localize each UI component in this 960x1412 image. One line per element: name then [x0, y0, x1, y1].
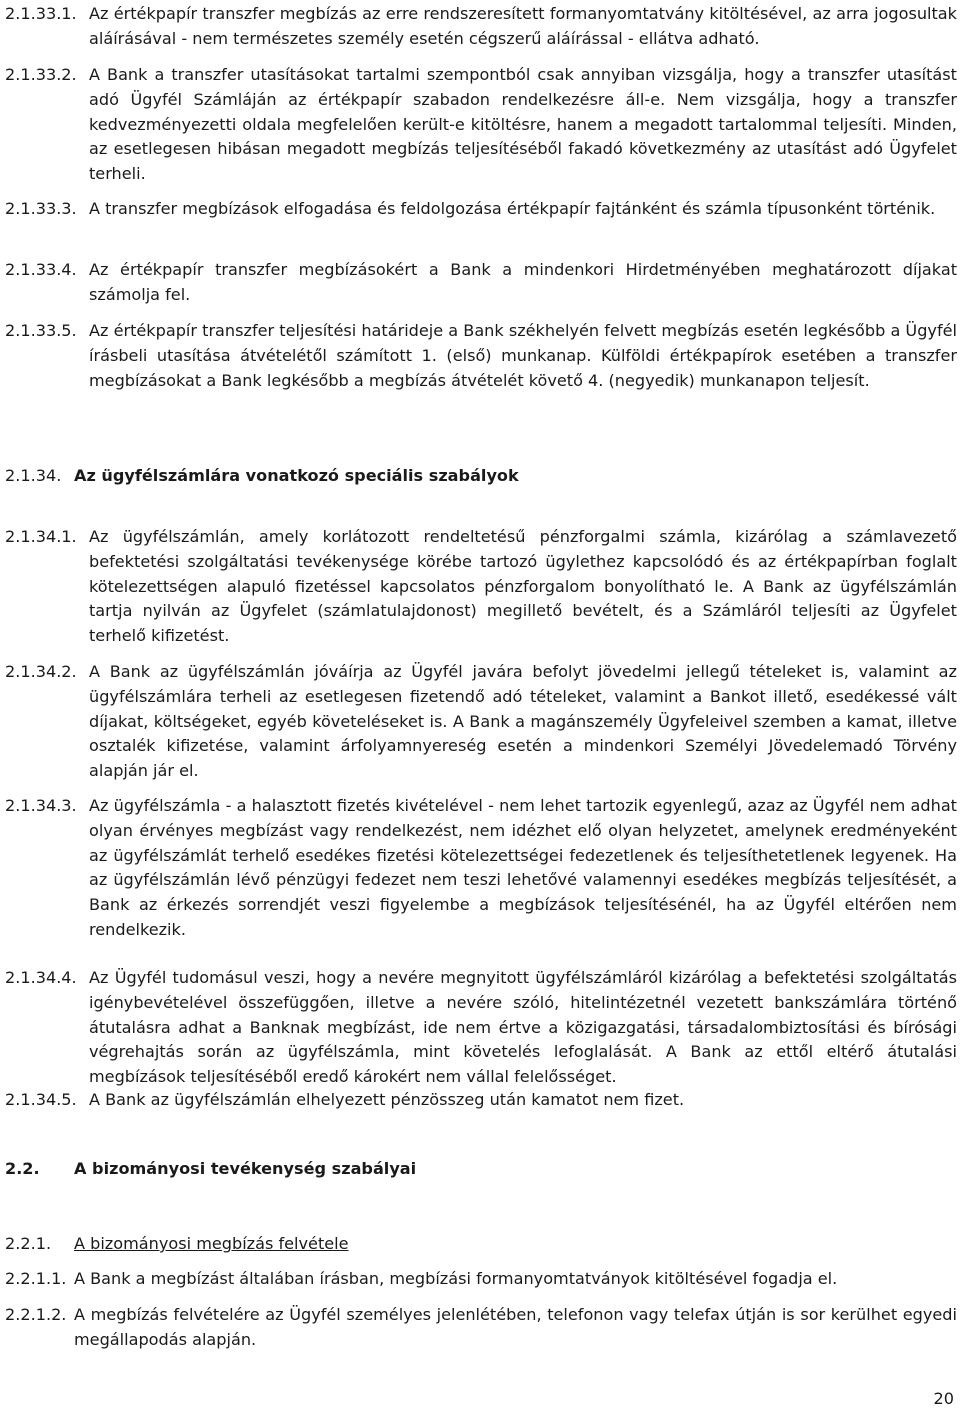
paragraph-2-1-34-1 [5, 525, 957, 649]
subsection-number: 2.2.1. [5, 1234, 52, 1253]
paragraph-2-1-34-2 [5, 660, 957, 784]
paragraph-text: A Bank a megbízást általában írásban, megbízási formanyomtatványok kitöltésével fogadja el. [74, 1269, 838, 1288]
paragraph-2-1-34-3 [5, 794, 957, 943]
paragraph-number: 2.2.1.1. [5, 1269, 67, 1288]
section-title: A bizományosi tevékenység szabályai [74, 1159, 417, 1178]
section-number: 2.1.34. [5, 466, 62, 485]
paragraph-number: 2.1.34.3. [5, 796, 77, 815]
paragraph-2-1-33-4 [5, 258, 957, 308]
paragraph-2-2-1-1 [5, 1267, 957, 1292]
section-title: Az ügyfélszámlára vonatkozó speciális szabályok [74, 466, 519, 485]
subsection-title: A bizományosi megbízás felvétele [74, 1234, 349, 1253]
section-heading-2-1-34 [5, 464, 957, 489]
paragraph-number: 2.1.33.4. [5, 260, 77, 279]
paragraph-number: 2.1.34.2. [5, 662, 77, 681]
paragraph-text: Az értékpapír transzfer megbízás az erre rendszeresített formanyomtatvány kitöltésével, az arra jogosultak aláírásával - nem természetes személy esetén cégszerű aláírással - ellátva adható. [89, 4, 957, 48]
paragraph-text: Az ügyfélszámlán, amely korlátozott rendeltetésű pénzforgalmi számla, kizárólag a számlavezető befektetési szolgáltatási tevékenysége körébe tartozó ügylethez kapcsolódó és az értékpapírban foglalt kötelezettségen alapuló fizetéssel kapcsolatos pénzforgalom bonyolítható le. A Bank az ügyfélszámlán tartja nyilván az Ügyfelet (számlatulajdonost) megillető bevételt, és a Számláról teljesíti az Ügyfelet terhelő kifizetést. [89, 527, 957, 646]
paragraph-2-1-33-3 [5, 197, 957, 222]
paragraph-text: Az értékpapír transzfer teljesítési határideje a Bank székhelyén felvett megbízás esetén legkésőbb a Ügyfél írásbeli utasítása átvételétől számított 1. (első) munkanap. Külföldi értékpapírok esetében a transzfer megbízásokat a Bank legkésőbb a megbízás átvételét követő 4. (negyedik) munkanapon teljesít. [89, 321, 957, 390]
paragraph-number: 2.1.34.1. [5, 527, 77, 546]
paragraph-number: 2.1.33.2. [5, 65, 77, 84]
paragraph-text: A Bank az ügyfélszámlán jóváírja az Ügyfél javára befolyt jövedelmi jellegű tételeket is, valamint az ügyfélszámlára terheli az esetlegesen fizetendő adó tételeket, valamint a Bankot illető, esedékessé vált díjakat, költségeket, egyéb követeléseket is. A Bank a magánszemély Ügyfeleivel szemben a kamat, illetve osztalék kifizetése, valamint árfolyamnyereség esetén a mindenkori Személyi Jövedelemadó Törvény alapján jár el. [89, 662, 957, 781]
paragraph-2-1-33-2 [5, 63, 957, 187]
page-number: 20 [933, 1389, 954, 1408]
paragraph-number: 2.1.34.4. [5, 968, 77, 987]
paragraph-text: Az Ügyfél tudomásul veszi, hogy a nevére megnyitott ügyfélszámláról kizárólag a befektetési szolgáltatás igénybevételével összefüggően, illetve a nevére szóló, hitelintézetnél vezetett bankszámlára történő átutalásra adhat a Banknak megbízást, ide nem értve a közigazgatási, társadalombiztosítási és bírósági végrehajtás során az ügyfélszámla, mint követelés lefoglalását. A Bank az ettől eltérő átutalási megbízások teljesítéséből eredő károkért nem vállal felelősséget. [89, 968, 957, 1087]
paragraph-number: 2.1.33.3. [5, 199, 77, 218]
paragraph-text: A Bank a transzfer utasításokat tartalmi szempontból csak annyiban vizsgálja, hogy a transzfer utasítást adó Ügyfél Számláján az értékpapír szabadon rendelkezésre áll-e. Nem vizsgálja, hogy a transzfer kedvezményezetti oldala megfelelően került-e kitöltésre, hanem a megadott tartalommal teljesíti. Minden, az esetlegesen hibásan megadott megbízás teljesítéséből fakadó következmény az utasítást adó Ügyfelet terheli. [89, 65, 957, 184]
paragraph-text: A megbízás felvételére az Ügyfél személyes jelenlétében, telefonon vagy telefax útján is sor kerülhet egyedi megállapodás alapján. [74, 1305, 957, 1349]
paragraph-2-1-33-5 [5, 319, 957, 393]
subsection-heading-2-2-1 [5, 1232, 957, 1257]
paragraph-text: Az ügyfélszámla - a halasztott fizetés kivételével - nem lehet tartozik egyenlegű, azaz az Ügyfél nem adhat olyan érvényes megbízást vagy rendelkezést, nem idézhet elő olyan helyzetet, amelynek eredményeként az ügyfélszámlát terhelő esedékes fizetési kötelezettségei fedezetlenek és teljesíthetetlenek legyenek. Ha az ügyfélszámlán lévő pénzügyi fedezet nem teszi lehetővé valamennyi esedékes megbízás teljesítését, a Bank az érkezés sorrendjét veszi figyelembe a megbízások teljesítésénél, ha az Ügyfél eltérően nem rendelkezik. [89, 796, 957, 939]
paragraph-text: A Bank az ügyfélszámlán elhelyezett pénzösszeg után kamatot nem fizet. [89, 1090, 685, 1109]
paragraph-2-1-34-4 [5, 966, 957, 1090]
paragraph-number: 2.1.34.5. [5, 1090, 77, 1109]
section-number: 2.2. [5, 1159, 40, 1178]
paragraph-2-2-1-2 [5, 1303, 957, 1353]
paragraph-number: 2.2.1.2. [5, 1305, 67, 1324]
paragraph-text: A transzfer megbízások elfogadása és feldolgozása értékpapír fajtánként és számla típusonként történik. [89, 199, 936, 218]
section-heading-2-2 [5, 1157, 957, 1182]
paragraph-2-1-33-1 [5, 2, 957, 52]
paragraph-text: Az értékpapír transzfer megbízásokért a Bank a mindenkori Hirdetményében meghatározott díjakat számolja fel. [89, 260, 957, 304]
paragraph-2-1-34-5 [5, 1088, 957, 1113]
paragraph-number: 2.1.33.5. [5, 321, 77, 340]
paragraph-number: 2.1.33.1. [5, 4, 77, 23]
